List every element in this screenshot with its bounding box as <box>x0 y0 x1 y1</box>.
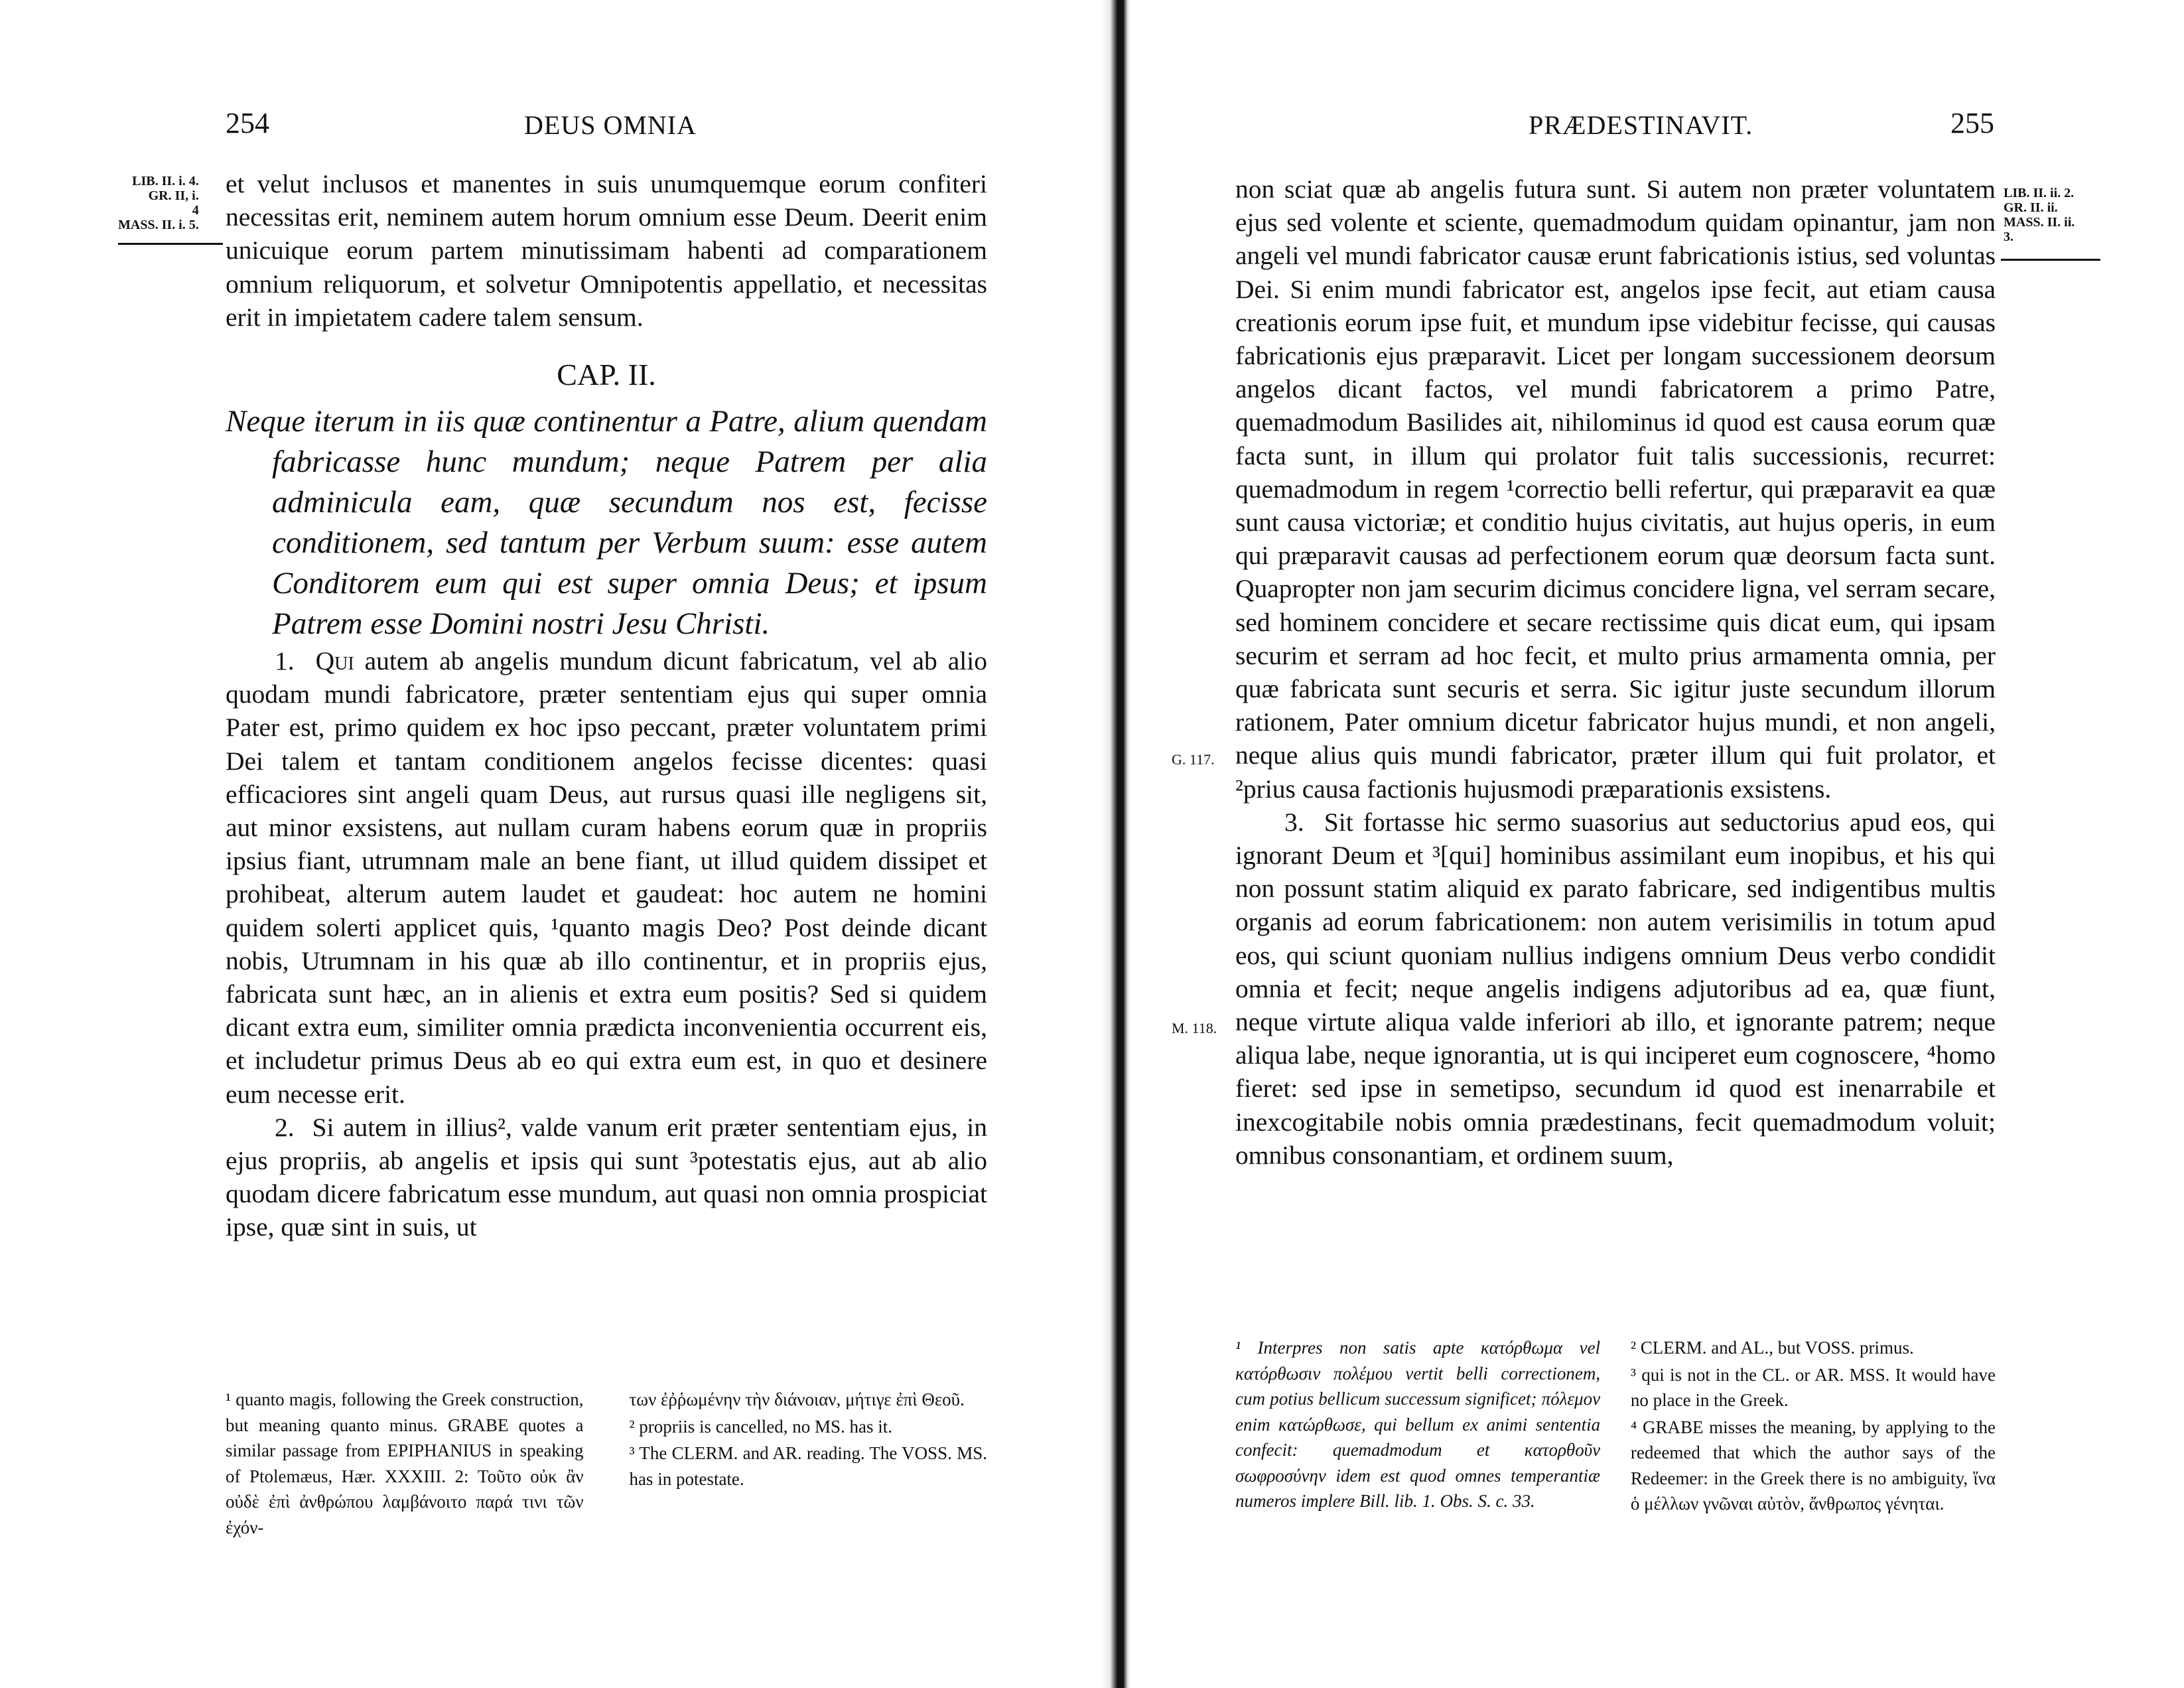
paragraph-number: 3. <box>1284 807 1304 837</box>
footnote: ⁴ GRABE misses the meaning, by applying to the redeemed that which the author says of the Redeemer: in the Greek there is no ambiguity, ἵνα ὁ μέλλων γνῶναι αὐτὸν, ἄνθρωπος γένηται. <box>1630 1417 1996 1513</box>
footnote: ³ The CLERM. and AR. reading. The VOSS. MS. has in potestate. <box>629 1443 987 1489</box>
paragraph-3 <box>1235 806 1996 1172</box>
paragraph-number: 2. <box>275 1112 295 1142</box>
continuation-paragraph: non sciat quæ ab angelis futura sunt. Si autem non præter voluntatem ejus sed volente et sciente, quemadmodum quidam opinantur, jam non angeli vel mundi fabricator causæ erunt fabricationis istius, sed voluntas Dei. Si enim mundi fabricator est, angelos ipse fecit, aut etiam causa creationis eorum ipse fuit, et mundum ipse videbitur fecisse, qui causas fabricationis ejus præparavit. Licet per longam successionem deorsum angelos dicant factos, vel mundi fabricatorem a primo Patre, quemadmodum Basilides ait, nihilominus id quod est causa eorum quæ facta sunt, in illum qui prolator fuit talis successionis, recurret: quemadmodum in regem ¹correctio belli refertur, qui præparavit ea quæ sunt causa victoriæ; et conditio hujus civitatis, aut hujus operis, in eum qui præparavit causas ad perfectionem eorum quæ deorsum facta sunt. Quapropter non jam securim dicimus concidere ligna, vel serram secare, sed hominem concidere et secare rectissime quis dicat eum, qui ipsam securim et serram ad hoc fecit, et multo prius armamenta omnia, per quæ fabricata sunt securis et serra. Sic igitur juste secundum illorum rationem, Pater omnium dicetur fabricator hujus mundi, et non angeli, neque alius quis mundi fabricator, præter illum qui fuit prolator, et ²prius causa factionis hujusmodi præparationis exsistens. <box>1235 175 1996 804</box>
paragraph-text: Si autem in illius², valde vanum erit præter sententiam ejus, in ejus propriis, ab angelis et ipsis qui sunt ³potestatis ejus, aut ab alio quodam dicere fabricatum esse mundum, aut quasi non omnia prospiciat ipse, quæ sint in suis, ut <box>226 1112 987 1242</box>
footnote: ¹ quanto magis, following the Greek construction, but meaning quanto minus. GRABE quotes a similar passage from EPIPHANIUS in speaking of Ptolemæus, Hær. XXXIII. 2: Τοῦτο οὐκ ἂν οὐδὲ ἐπὶ ἀνθρώπου λαμβάνοιτο παρά τινι τῶν ἐχόν- <box>226 1389 584 1537</box>
sidenote-m: M. 118. <box>1172 1020 1217 1036</box>
paragraph-text: Sit fortasse hic sermo suasorius aut seductorius apud eos, qui ignorant Deum et ³[qui] hominibus assimilant eum inopibus, et his qui non possunt statim aliquid ex parato fabricare, sed indigentibus multis organis ad eorum fabricationem: non autem verisimilis in totum apud eos, qui sciunt quoniam nullius indigens omnium Deus verbo condidit omnia et fecit; neque angelis indigens adjutoribus ad ea, quæ fiunt, neque virtute aliqua valde inferiori ab illo, et ignorante patrem; neque aliqua labe, neque ignorantia, ut is qui inciperet eum cognoscere, ⁴homo fieret: sed ipse in semetipso, secundum id quod est inenarrabile et inexcogitabile nobis omnia prædestinans, fecit quemadmodum voluit; omnibus consonantiam, et ordinem suum, <box>1235 807 1996 1170</box>
footnote: ¹ Interpres non satis apte κατόρθωμα vel κατόρθωσιν πολέμου vertit belli correctionem, cum potius bellicum successum significet; πόλεμον enim κατώρθωσε, qui bellum ex animi sententia confecit: quemadmodum et κατορθοῦν σωφροσύνην idem est quod omnes temperantiæ numeros implere Bill. lib. 1. Obs. S. c. 33. <box>1235 1338 1601 1511</box>
paragraph-1 <box>226 644 987 1111</box>
footnote-column-1 <box>1235 1335 1600 1518</box>
page-number: 254 <box>226 107 269 139</box>
margin-reference: LIB. II. i. 4. GR. II, i. 4 MASS. II. i. 5. <box>118 174 199 232</box>
footnote: ² propriis is cancelled, no MS. has it. <box>629 1416 892 1437</box>
running-head: DEUS OMNIA <box>524 110 697 140</box>
sidenote-g: G. 117. <box>1172 751 1215 768</box>
chapter-title: CAP. II. <box>557 358 656 392</box>
footnote: ² CLERM. and AL., but VOSS. primus. <box>1630 1338 1914 1358</box>
right-page <box>1130 0 2184 1688</box>
paragraph-text: autem ab angelis mundum dicunt fabricatum, vel ab alio quodam mundi fabricatore, præter sententiam ejus qui super omnia Pater est, primo quidem ex hoc ipso peccant, præter voluntatem primi Dei talem et tantam conditionem angelos fecisse dicentes: quasi efficaciores sint angeli quam Deus, aut rursus quasi ille negligens sit, aut minor exsistens, aut nullam curam habens eorum quæ in propriis ipsius fiant, utrumnam male an bene fiant, ut illud quidem dissipet et prohibeat, alterum autem laudet et gaudeat: hoc autem ne homini quidem solerti applicet quis, ¹quanto magis Deo? Post deinde dicant nobis, Utrumnam in his quæ ab illo continentur, et in propriis ejus, fabricata sunt hæc, an in alienis et extra eum positis? Sed si quidem dicant extra eum, similiter omnia prædicta inconvenientia occurrent eis, et includetur primus Deus ab eo qui extra eum est, in quo et desinere eum necesse erit. <box>226 646 988 1109</box>
intro-paragraph: et velut inclusos et manentes in suis unumquemque eorum confiteri necessitas erit, neminem autem horum omnium esse Deum. Deerit enim unicuique eorum partem minutissimam habenti ad comparationem omnium reliquorum, et solvetur Omnipotentis appellatio, et necessitas erit in impietatem cadere talem sensum. <box>226 169 987 332</box>
footnotes <box>226 1387 987 1541</box>
footnotes <box>1235 1335 1996 1518</box>
left-text-block <box>226 167 987 1244</box>
footnote-column-1 <box>226 1387 584 1541</box>
margin-rule <box>118 243 223 245</box>
paragraph-number: 1. <box>275 646 295 676</box>
footnote: των ἐῤῥωμένην τὴν διάνοιαν, μήτιγε ἐπὶ Θεοῦ. <box>629 1389 965 1409</box>
running-head: PRÆDESTINAVIT. <box>1529 110 1753 140</box>
margin-rule <box>2001 259 2100 261</box>
footnote-column-2 <box>1631 1335 1996 1518</box>
first-word: Qui <box>315 646 354 676</box>
paragraph-2 <box>226 1111 987 1244</box>
margin-reference: LIB. II. ii. 2. GR. II. ii. MASS. II. ii. 3. <box>2004 186 2075 244</box>
footnote: ³ qui is not in the CL. or AR. MSS. It would have no place in the Greek. <box>1630 1364 1996 1410</box>
footnote-column-2 <box>629 1387 987 1541</box>
page-number: 255 <box>1950 107 1994 139</box>
book-gutter <box>1101 0 1130 1688</box>
right-text-block <box>1235 173 1996 1172</box>
chapter-summary: Neque iterum in iis quæ continentur a Patre, alium quendam fabricasse hunc mundum; neque Patrem per alia adminicula eam, quæ secundum nos est, fecisse conditionem, sed tantum per Verbum suum: esse autem Conditorem eum qui est super omnia Deus; et ipsum Patrem esse Domini nostri Jesu Christi. <box>226 404 987 642</box>
